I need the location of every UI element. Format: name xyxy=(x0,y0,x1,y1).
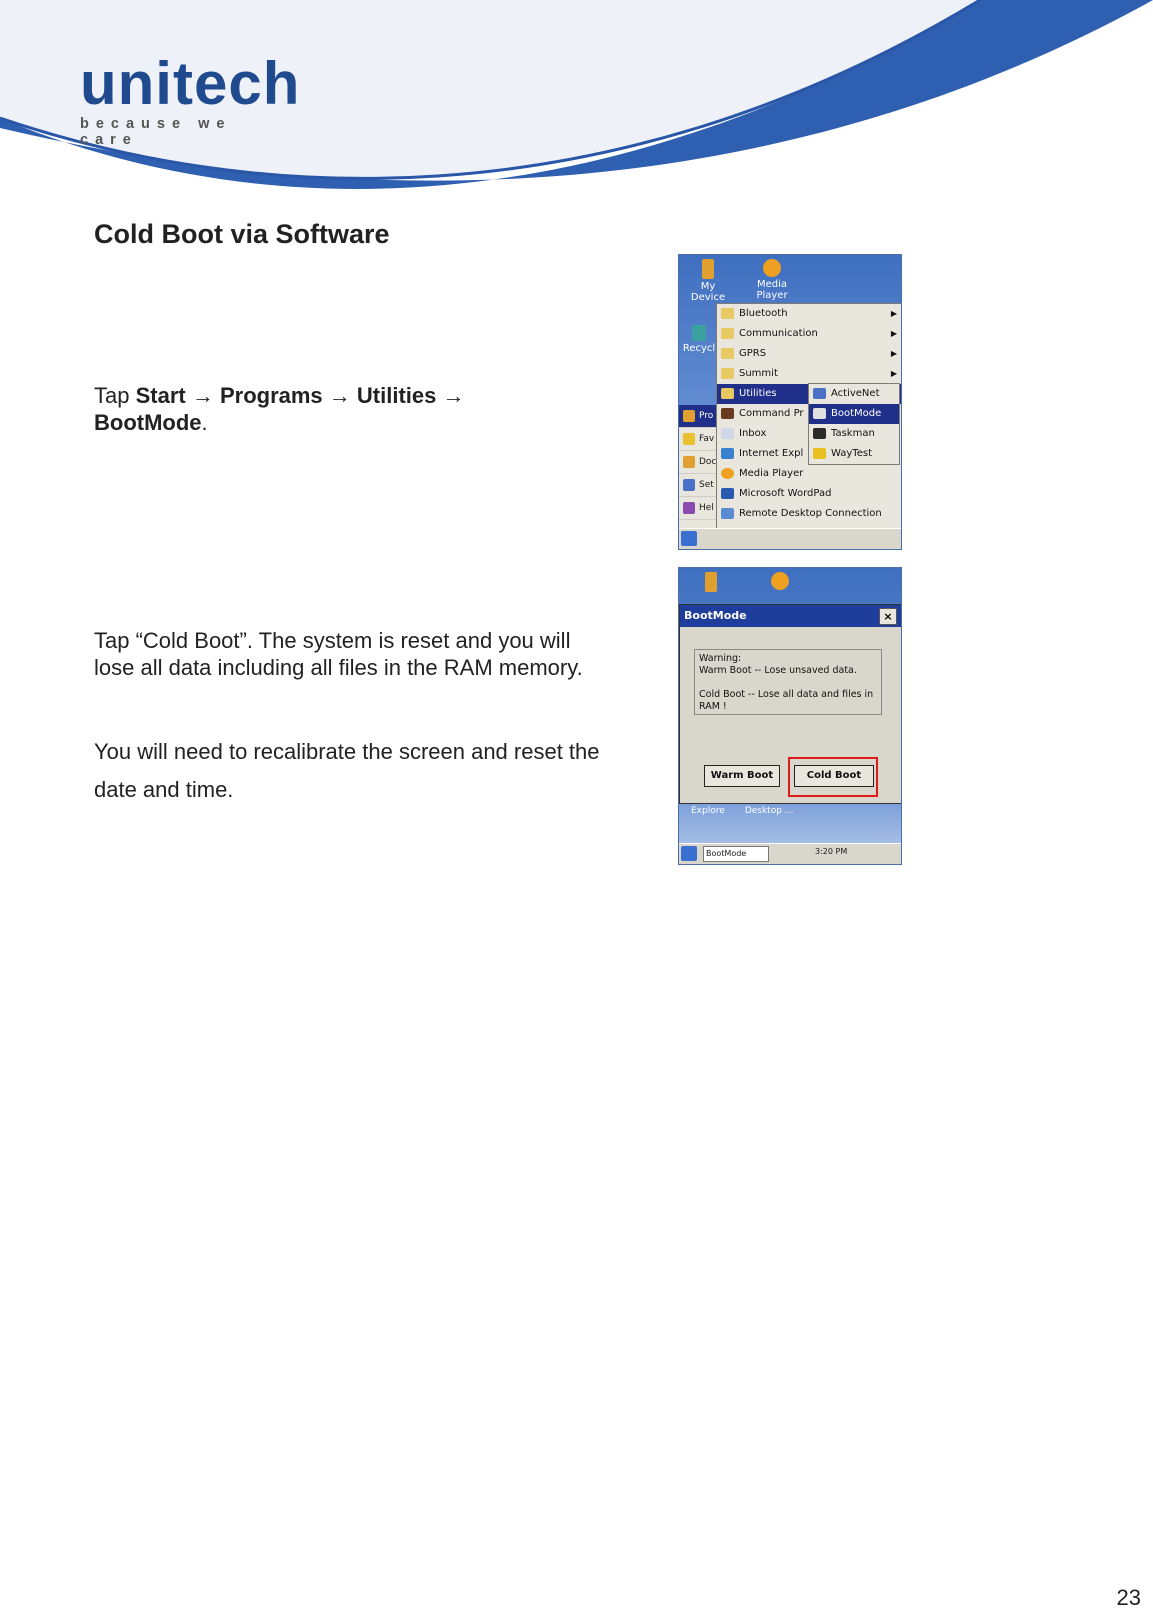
recycle-bin-icon: Recycl xyxy=(681,325,717,354)
warning-label: Warning: xyxy=(699,653,742,664)
start-item[interactable]: Set xyxy=(679,474,717,497)
dialog-title-bar xyxy=(680,605,902,627)
logo-tagline: because we care xyxy=(80,116,232,148)
step1-instruction: Tap Start → Programs → Utilities → BootMode. xyxy=(94,383,465,435)
section-title: Cold Boot via Software xyxy=(94,219,390,249)
start-item[interactable]: Hel xyxy=(679,497,717,520)
menu-item-waytest[interactable]: WayTest xyxy=(809,444,899,464)
menu-item-internet-explorer[interactable]: Internet Expl xyxy=(717,444,901,464)
warning-line: Warm Boot -- Lose unsaved data. xyxy=(699,665,857,676)
warm-boot-button[interactable]: Warm Boot xyxy=(704,765,780,787)
dialog-title: BootMode xyxy=(684,609,747,622)
media-player-icon xyxy=(771,572,791,590)
taskbar-app-button[interactable]: BootMode xyxy=(703,846,769,862)
cold-boot-button[interactable]: Cold Boot xyxy=(794,765,874,787)
menu-item-remote-desktop[interactable]: Remote Desktop Connection xyxy=(717,504,901,524)
start-item[interactable]: Pro xyxy=(679,405,717,428)
menu-item-media-player[interactable]: Media Player xyxy=(717,464,901,484)
start-item[interactable]: Fav xyxy=(679,428,717,451)
screenshot-bootmode-dialog xyxy=(678,567,902,865)
unitech-logo xyxy=(80,50,301,148)
menu-item-utilities[interactable]: Utilities xyxy=(717,384,901,404)
desktop-label-explore: Explore xyxy=(691,806,725,816)
warning-line xyxy=(699,677,877,689)
menu-item-activenet[interactable]: ActiveNet xyxy=(809,384,899,404)
taskbar xyxy=(679,843,901,864)
warning-line: RAM ! xyxy=(699,701,727,712)
menu-item-command-prompt[interactable]: Command Pr xyxy=(717,404,901,424)
start-button[interactable] xyxy=(681,846,697,861)
desktop-labels xyxy=(679,806,902,816)
menu-item-gprs[interactable]: GPRS ▶ xyxy=(717,344,901,364)
bootmode-dialog xyxy=(679,604,902,804)
page-number: 23 xyxy=(1116,1585,1141,1610)
step2-instruction: Tap “Cold Boot”. The system is reset and you will lose all data including all files in the RAM memory. xyxy=(94,628,583,680)
close-icon[interactable]: × xyxy=(879,608,897,625)
utilities-menu xyxy=(808,383,900,465)
warning-box xyxy=(694,649,882,715)
media-player-icon: Media Player xyxy=(743,259,801,301)
screenshot-start-menu xyxy=(678,254,902,550)
menu-item-communication[interactable]: Communication ▶ xyxy=(717,324,901,344)
menu-item-summit[interactable]: Summit ▶ xyxy=(717,364,901,384)
menu-item-bootmode[interactable]: BootMode xyxy=(809,404,899,424)
logo-wordmark: unitech xyxy=(80,50,301,117)
start-item[interactable]: Doc xyxy=(679,451,717,474)
my-device-icon xyxy=(705,572,719,592)
start-button[interactable] xyxy=(681,531,697,546)
warning-line: Cold Boot -- Lose all data and files in xyxy=(699,689,874,700)
my-device-icon: My Device xyxy=(685,259,731,303)
menu-item-wordpad[interactable]: Microsoft WordPad xyxy=(717,484,901,504)
cold-boot-highlight xyxy=(788,757,878,797)
taskbar-clock: 3:20 PM xyxy=(815,847,848,856)
step2-note: You will need to recalibrate the screen and reset the date and time. xyxy=(94,739,600,802)
desktop-label-desktop: Desktop ... xyxy=(744,806,794,816)
taskbar xyxy=(679,528,901,549)
menu-item-bluetooth[interactable]: Bluetooth ▶ xyxy=(717,304,901,324)
start-menu-column xyxy=(679,405,718,529)
menu-item-inbox[interactable]: Inbox xyxy=(717,424,901,444)
menu-item-taskman[interactable]: Taskman xyxy=(809,424,899,444)
